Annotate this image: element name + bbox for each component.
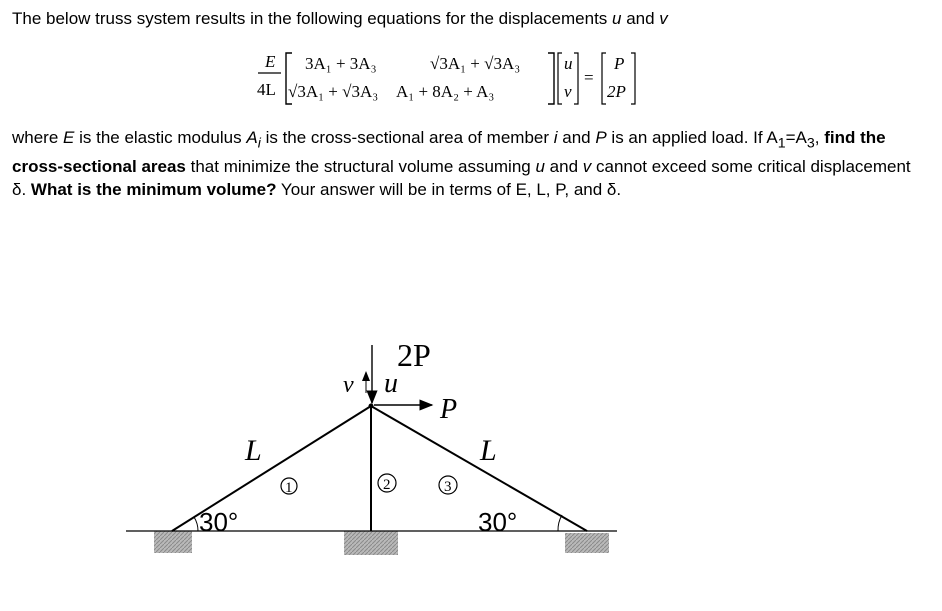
coef-numerator: E [265, 52, 276, 71]
intro-u: u [612, 9, 622, 28]
member-3-number: 3 [444, 479, 452, 495]
p-v: v [582, 157, 592, 177]
p-s2: is the elastic modulus [74, 128, 247, 147]
matrix-m21: √3A₁ + √3A₃ [288, 82, 379, 101]
vector-v: v [564, 82, 572, 101]
p-bold-find-areas: find the cross-sectional areas [12, 128, 886, 177]
p-s11: Your answer will be in terms of E, L, P, and δ. [276, 180, 622, 200]
left-support [154, 531, 192, 553]
matrix-m12: √3A₁ + √3A₃ [430, 54, 521, 73]
length-right-label: L [480, 434, 497, 467]
angle-left-arc [194, 517, 198, 531]
p-P: P [595, 128, 607, 147]
coef-denominator: 4L [257, 80, 276, 99]
intro-and: and [621, 9, 660, 28]
matrix-m22: A₁ + 8A₂ + A₃ [396, 82, 495, 101]
p-bold-min-volume: What is the minimum volume? [30, 180, 277, 200]
p-sub3: 3 [806, 135, 815, 152]
member-1-number: 1 [285, 480, 293, 496]
p-sub1: 1 [777, 135, 786, 152]
p-s6: =A [785, 128, 807, 147]
p-s9: and [544, 157, 583, 177]
vector-u: u [564, 54, 573, 73]
matrix-m11: 3A₁ + 3A₃ [305, 54, 377, 73]
p-s7: , [814, 128, 825, 147]
disp-v-label: v [343, 372, 354, 398]
load-p-label: P [440, 394, 458, 425]
p-s5: is an applied load. If A [606, 128, 778, 147]
length-left-label: L [245, 434, 262, 467]
angle-left-label: 30° [199, 507, 239, 537]
p-u: u [535, 157, 545, 177]
rhs-2p: 2P [607, 82, 626, 101]
p-i: i [553, 128, 558, 147]
top-joint [369, 404, 374, 409]
p-s8: that minimize the structural volume assuming [185, 157, 536, 177]
equals-sign: = [584, 68, 594, 87]
rhs-p: P [614, 54, 625, 73]
load-2p-label: 2P [397, 337, 431, 373]
p-s10: cannot exceed some critical displacement δ. [12, 157, 911, 200]
middle-support [344, 531, 398, 555]
intro-v: v [659, 9, 668, 28]
angle-right-arc [558, 515, 562, 531]
right-support [565, 533, 609, 553]
member-2-number: 2 [383, 477, 391, 493]
p-A: A [246, 128, 258, 147]
p-s3: is the cross-sectional area of member [260, 128, 554, 147]
angle-right-label: 30° [478, 507, 518, 537]
disp-u-label: u [384, 368, 398, 399]
p-E: E [63, 128, 75, 147]
intro-sentence: The below truss system results in the following equations for the displacements [12, 9, 613, 28]
p-s1: where [12, 128, 64, 147]
p-i-sub: i [257, 135, 261, 152]
p-s4: and [557, 128, 596, 147]
